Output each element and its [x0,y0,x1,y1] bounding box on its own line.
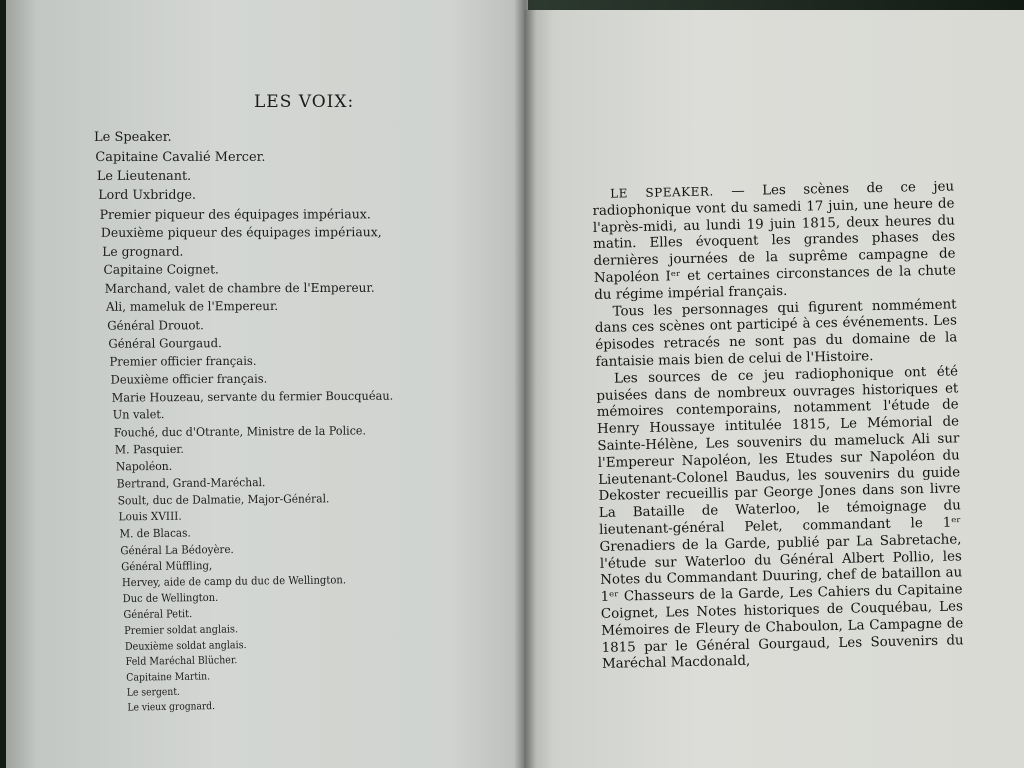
voice-item: Fouché, duc d'Otrante, Ministre de la Police. [113,424,367,440]
voices-list [94,128,514,716]
voice-item: Capitaine Cavalié Mercer. [95,149,266,165]
voice-item: Deuxième soldat anglais. [124,639,247,653]
voice-item: Un valet. [112,408,165,423]
page-title: LES VOIX: [254,92,355,112]
voice-item: Napoléon. [115,460,173,475]
right-page [524,10,1024,768]
voice-item: Le grognard. [102,244,184,260]
voice-item: Le vieux grognard. [127,700,216,714]
voice-item: Capitaine Coignet. [103,263,219,278]
voice-item: Marchand, valet de chambre de l'Empereur. [104,281,375,297]
voice-item: Premier officier français. [109,354,257,370]
left-page [6,0,528,768]
voice-item: Général La Bédoyère. [120,543,234,558]
voice-item: Premier piqueur des équipages impériaux. [99,207,371,223]
voice-item: Bertrand, Grand-Maréchal. [116,476,266,491]
intro-text [592,178,964,674]
voice-item: Premier soldat anglais. [124,623,239,638]
voice-item: Soult, duc de Dalmatie, Major-Général. [117,492,330,508]
voice-item: Feld Maréchal Blücher. [125,654,238,669]
voice-item: Deuxième officier français. [110,372,268,388]
voice-item: Le Speaker. [94,130,172,145]
paragraph-text: — Les scènes de ce jeu radiophonique vont du samedi 17 juin, une heure de l'après-midi, au lundi 19 juin 1815, deux heures du matin. Elles évoquent les grandes phases des dernières journées de la suprême campagne de Napoléon Iᵉʳ et certaines circonstances de la chute du régime impérial français. [592,179,957,303]
intro-paragraph-2: Tous les personnages qui figurent nommément dans ces scènes ont participé à ces événements. Les épisodes retracés ne sont pas du domaine de la fantaisie mais bien de celui de l'Histoire. [594,296,958,370]
voice-item: Lord Uxbridge. [98,188,197,204]
voice-item: M. Pasquier. [114,443,184,458]
voice-item: Capitaine Martin. [126,670,211,684]
voice-item: Général Müffling, [121,559,213,574]
voice-item: Hervey, aide de camp du duc de Wellington. [121,574,347,590]
cast-list-section [94,92,514,716]
voice-item: Ali, mameluk de l'Empereur. [105,300,279,315]
voice-item: M. de Blacas. [119,527,191,541]
voice-item: Deuxième piqueur des équipages impériaux, [100,225,382,241]
intro-paragraph-3: Les sources de ce jeu radiophonique ont été puisées dans de nombreux ouvrages historiques et mémoires contemporains, notamment l'étude de Henry Houssaye intitulée 1815, Le Mémorial de Sainte-Hélène, Les souvenirs du mameluck Ali sur l'Empereur Napoléon, les Etudes sur Napoléon du Lieutenant-Colonel Baudus, les souvenirs du guide Dekoster recueillis par George Jones dans son livre La Bataille de Waterloo, le témoignage du lieutenant-général Pelet, commandant le 1ᵉʳ Grenadiers de la Garde, publié par La Sabretache, l'étude sur Waterloo du Général Albert Pollio, les Notes du Commandant Duuring, chef de bataillon au 1ᵉʳ Chasseurs de la Garde, Les Cahiers du Capitaine Coignet, Les Notes historiques de Couquébau, Les Mémoires de Fleury de Chaboulon, La Campagne de 1815 par le Général Gourgaud, Les Souvenirs du Maréchal Macdonald, [596,364,964,673]
voice-item: Marie Houzeau, servante du fermier Boucquéau. [111,389,394,405]
voice-item: Général Gourgaud. [108,336,222,352]
voice-item: Général Petit. [123,608,193,622]
voice-item: Général Drouot. [107,318,204,334]
voice-item: Le sergent. [126,686,181,699]
speaker-label: LE SPEAKER. [610,184,714,201]
intro-paragraph-1 [592,178,956,304]
voice-item: Louis XVIII. [118,510,182,525]
voice-item: Le Lieutenant. [96,169,192,184]
voice-item: Duc de Wellington. [122,592,219,606]
